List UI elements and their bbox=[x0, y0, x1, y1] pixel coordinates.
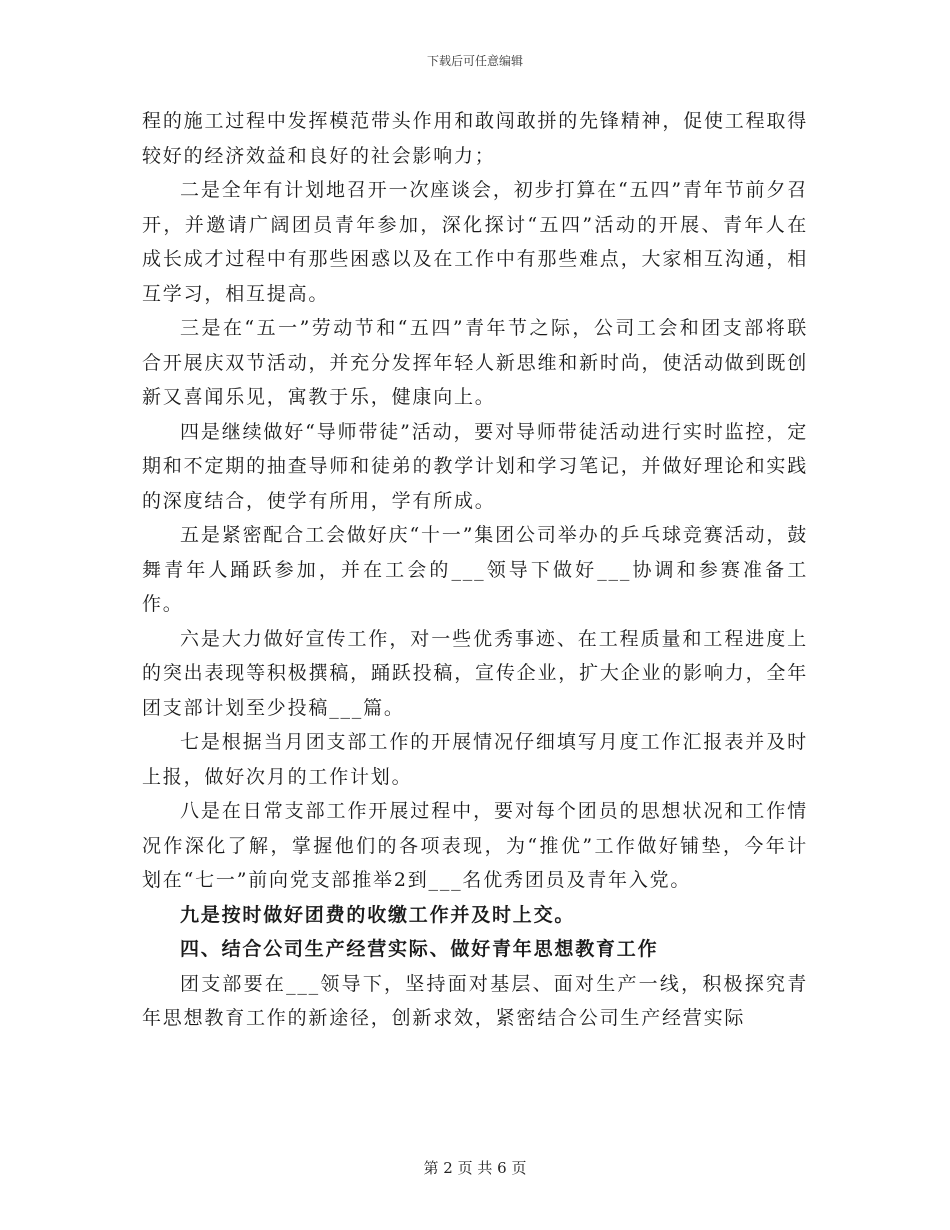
paragraph-item-6: 六是大力做好宣传工作，对一些优秀事迹、在工程质量和工程进度上的突出表现等积极撰稿，踊跃投稿，宣传企业，扩大企业的影响力，全年团支部计划至少投稿___篇。 bbox=[142, 627, 808, 719]
paragraph-item-5: 五是紧密配合工会做好庆“十一”集团公司举办的乒乓球竞赛活动，鼓舞青年人踊跃参加，并在工会的___领导下做好___协调和参赛准备工作。 bbox=[142, 524, 808, 615]
paragraph-item-8: 八是在日常支部工作开展过程中，要对每个团员的思想状况和工作情况作深化了解，掌握他们的各项表现，为“推优”工作做好铺垫，今年计划在“七一”前向党支部推举2到___名优秀团员及青年入党。 bbox=[142, 800, 808, 891]
section-heading: 四、结合公司生产经营实际、做好青年思想教育工作 bbox=[180, 938, 659, 960]
paragraph-continuation: 程的施工过程中发挥模范带头作用和敢闯敢拼的先锋精神，促使工程取得较好的经济效益和良好的社会影响力； bbox=[142, 110, 808, 167]
page-number: 第 2 页 共 6 页 bbox=[423, 1159, 527, 1177]
page-header-note: 下载后可任意编辑 bbox=[426, 54, 523, 68]
paragraph-section-body: 团支部要在___领导下，坚持面对基层、面对生产一线，积极探究青年思想教育工作的新途径，创新求效，紧密结合公司生产经营实际 bbox=[142, 972, 808, 1029]
document-body bbox=[142, 104, 808, 1036]
paragraph-item-9: 九是按时做好团费的收缴工作并及时上交。 bbox=[180, 903, 576, 926]
paragraph-item-7: 七是根据当月团支部工作的开展情况仔细填写月度工作汇报表并及时上报，做好次月的工作计划。 bbox=[142, 731, 808, 788]
paragraph-item-4: 四是继续做好“导师带徒”活动，要对导师带徒活动进行实时监控，定期和不定期的抽查导师和徒弟的教学计划和学习笔记，并做好理论和实践的深度结合，使学有所用，学有所成。 bbox=[142, 420, 808, 512]
paragraph-item-3: 三是在“五一”劳动节和“五四”青年节之际，公司工会和团支部将联合开展庆双节活动，并充分发挥年轻人新思维和新时尚，使活动做到既创新又喜闻乐见，寓教于乐，健康向上。 bbox=[142, 317, 808, 408]
paragraph-item-2: 二是全年有计划地召开一次座谈会，初步打算在“五四”青年节前夕召开，并邀请广阔团员青年参加，深化探讨“五四”活动的开展、青年人在成长成才过程中有那些困惑以及在工作中有那些难点，大家相互沟通，相互学习，相互提高。 bbox=[142, 179, 808, 305]
